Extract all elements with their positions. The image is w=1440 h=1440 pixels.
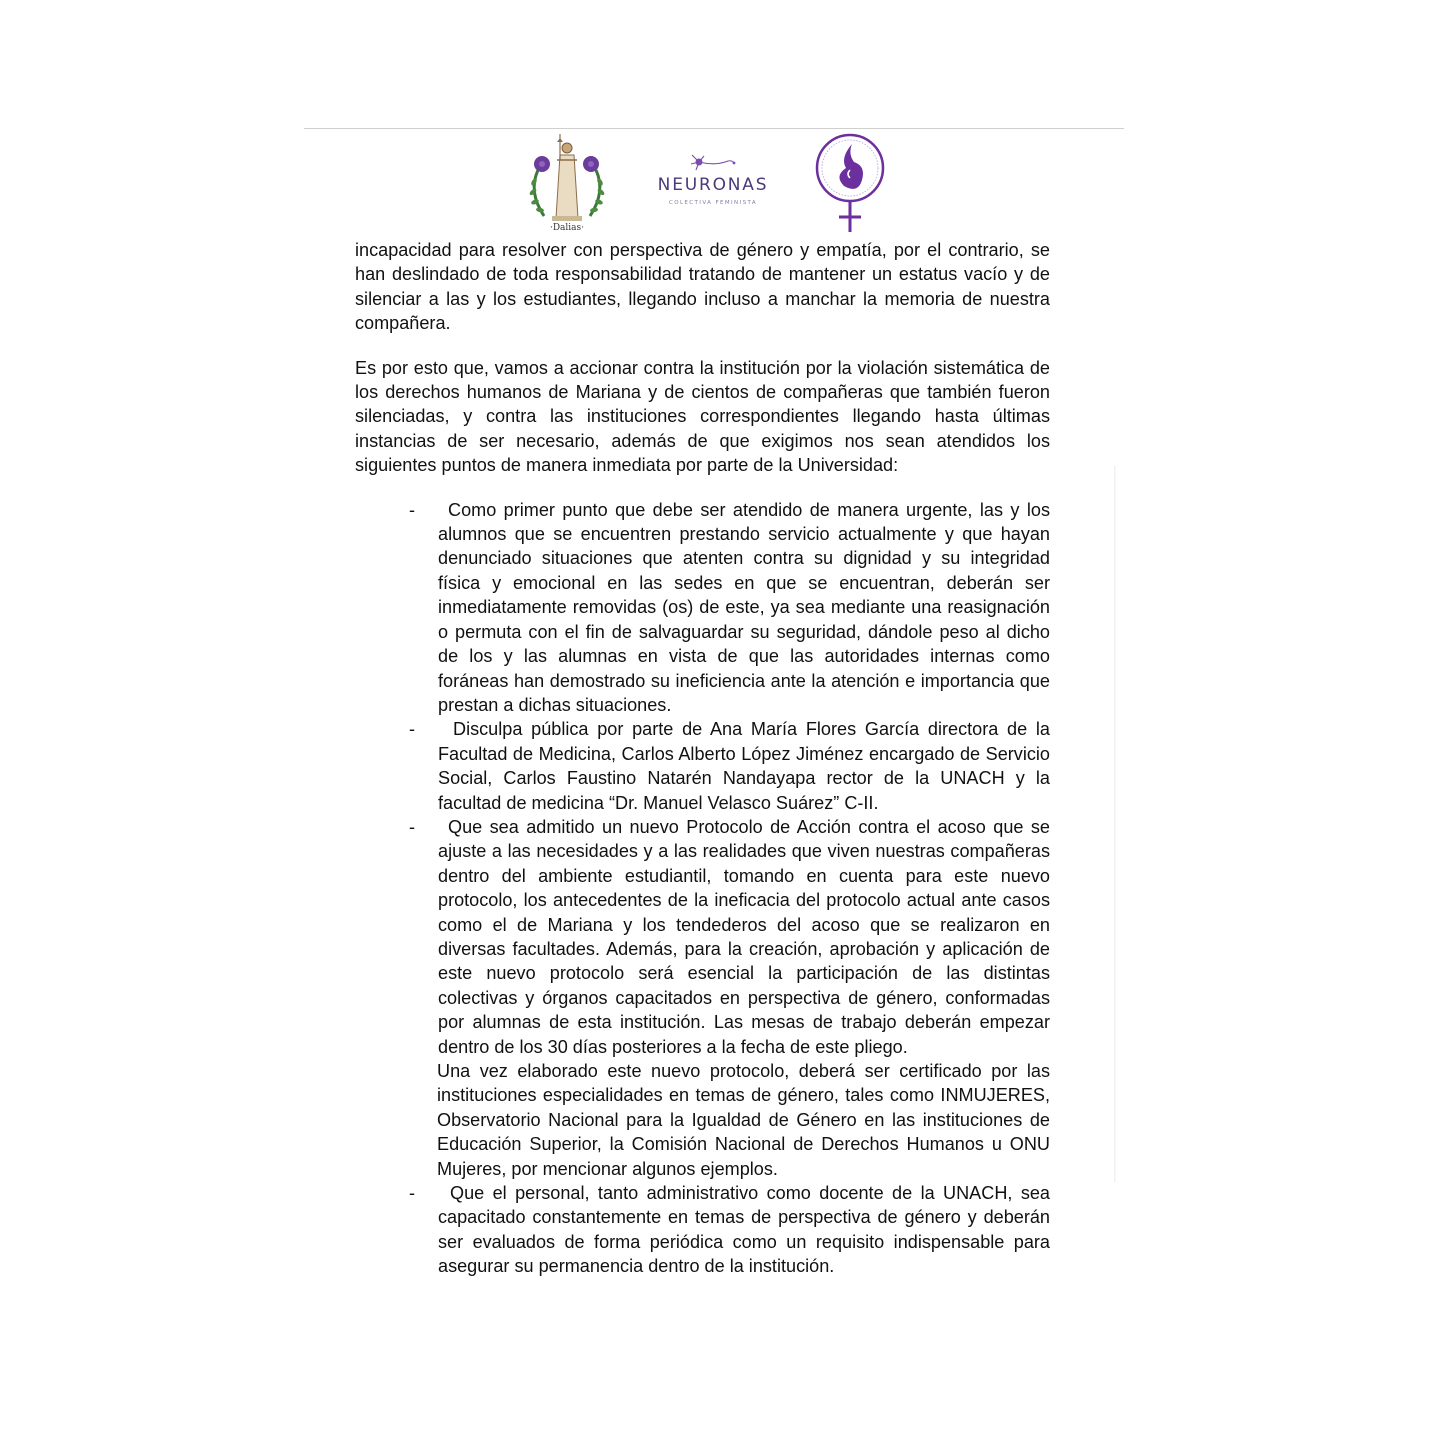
list-item <box>355 1181 1050 1279</box>
list-marker: - <box>409 1183 416 1204</box>
list-marker: - <box>409 816 416 837</box>
paragraph: Es por esto que, vamos a accionar contra la institución por la violación sistemática de los derechos humanos de Mariana y de cientos de compañeras que también fueron silenciadas, y contra las instituciones correspondientes llegando hasta últimas instancias de ser necesario, además de que exigimos nos sean atendidos los siguientes puntos de manera inmediata por parte de la Universidad: <box>355 357 1050 476</box>
dalias-logo-icon <box>524 130 610 238</box>
header-rule <box>304 128 1124 129</box>
list-item-text: Que el personal, tanto administrativo como docente de la UNACH, sea capacitado constantemente en temas de perspectiva de género y deberán ser evaluados de forma periódica como un requisito indispensable para asegurar su permanencia dentro de la institución. <box>438 1183 1050 1277</box>
venus-symbol-logo-icon <box>810 132 892 236</box>
logo-header <box>0 130 1440 240</box>
list-item-text: Como primer punto que debe ser atendido de manera urgente, las y los alumnos que se encuentren prestando servicio actualmente y que hayan denunciado situaciones que atenten contra su dignidad y su integridad física y emocional en las sedes en que se encuentran, deberán ser inmediatamente removidas (os) de este, ya sea mediante una reasignación o permuta con el fin de salvaguardar su seguridad, dándole peso al dicho de los y las alumnas en vista de que las autoridades internas como foráneas han demostrado su ineficiencia ante la atención e importancia que prestan a dichas situaciones. <box>438 499 1050 715</box>
demands-list <box>355 498 1050 1279</box>
list-item-text: Disculpa pública por parte de Ana María Flores García directora de la Facultad de Medicina, Carlos Alberto López Jiménez encargado de Servicio Social, Carlos Faustino Natarén Nandayapa rector de la UNACH y la facultad de medicina “Dr. Manuel Velasco Suárez” C-II. <box>438 719 1050 813</box>
list-marker: - <box>409 499 416 520</box>
paragraph: incapacidad para resolver con perspectiva de género y empatía, por el contrario, se han deslindado de toda responsabilidad tratando de mantener un estatus vacío y de silenciar a las y los estudiantes, llegando incluso a manchar la memoria de nuestra compañera. <box>355 240 1050 334</box>
neuronas-subtitle: COLECTIVA FEMINISTA <box>669 200 757 206</box>
list-item <box>355 717 1050 815</box>
page-edge-shadow <box>1114 466 1116 1182</box>
list-marker: - <box>409 719 416 740</box>
neuronas-logo <box>646 152 780 212</box>
neuronas-name: NEURONAS <box>657 175 769 195</box>
list-item <box>355 815 1050 1059</box>
neuron-icon <box>646 152 780 176</box>
list-item <box>355 498 1050 718</box>
letter-body <box>355 238 1050 1279</box>
dalias-caption: ·Dalias· <box>549 223 585 233</box>
list-continuation: Una vez elaborado este nuevo protocolo, deberá ser certificado por las instituciones especialidades en temas de género, tales como INMUJERES, Observatorio Nacional para la Igualdad de Género en las instituciones de Educación Superior, la Comisión Nacional de Derechos Humanos u ONU Mujeres, por mencionar algunos ejemplos. <box>437 1061 1050 1179</box>
list-item-text: Que sea admitido un nuevo Protocolo de Acción contra el acoso que se ajuste a las necesidades y a las realidades que viven nuestras compañeras dentro del ambiente estudiantil, tomando en cuenta para este nuevo protocolo, los antecedentes de la ineficacia del protocolo actual ante casos como el de Mariana y los tendederos del acoso que se realizaron en diversas facultades. Además, para la creación, aprobación y aplicación de este nuevo protocolo será esencial la participación de las distintas colectivas y órganos capacitados en perspectiva de género, conformadas por alumnas de esta institución. Las mesas de trabajo deberán empezar dentro de los 30 días posteriores a la fecha de este pliego. <box>438 816 1050 1057</box>
